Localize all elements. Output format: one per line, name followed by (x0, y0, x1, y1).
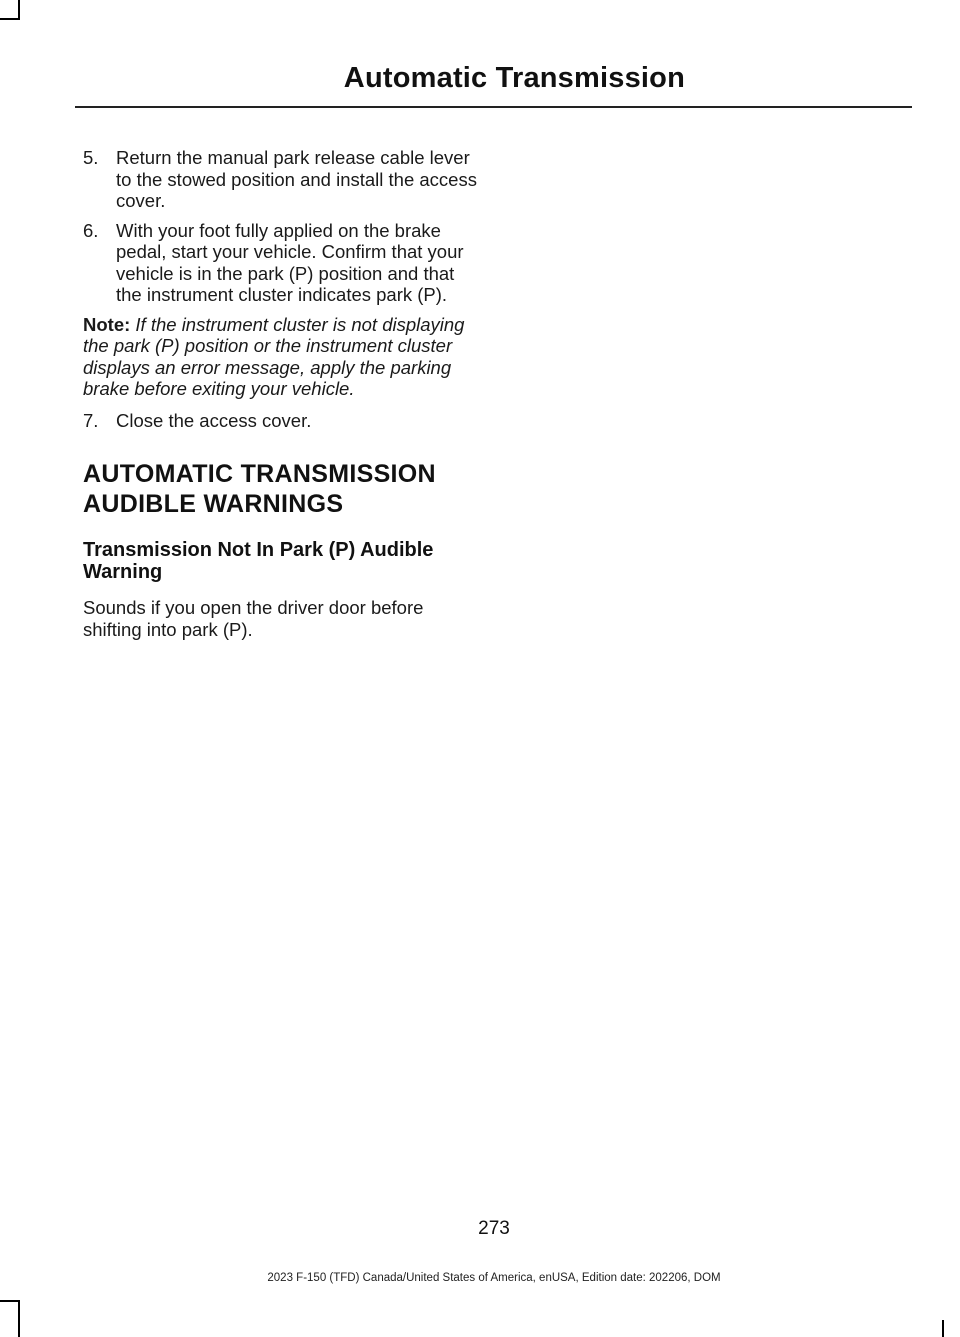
note-paragraph (83, 314, 478, 400)
page-title: Automatic Transmission (343, 62, 685, 94)
note-text: If the instrument cluster is not displaying the park (P) position or the instrument cluster displays an error message, apply the parking brake before exiting your vehicle. (83, 313, 465, 399)
step-number: 7. (83, 409, 99, 431)
body-paragraph: Sounds if you open the driver door before shifting into park (P). (83, 597, 424, 640)
section-heading-line-1: AUTOMATIC TRANSMISSION (83, 460, 436, 488)
step-number: 5. (83, 147, 99, 168)
crop-mark-top-left (18, 0, 20, 18)
step-number: 6. (83, 219, 99, 241)
crop-mark-bottom-right (942, 1320, 944, 1337)
list-item (83, 410, 478, 432)
main-content (83, 147, 478, 640)
header-divider (75, 106, 912, 108)
subsection-heading: Transmission Not In Park (P) Audible Warning (83, 539, 434, 583)
page-number: 273 (478, 1218, 510, 1239)
section-heading-line-2: AUDIBLE WARNINGS (83, 490, 344, 518)
crop-mark-bottom-left (18, 1300, 20, 1337)
step-text: With your foot fully applied on the brake pedal, start your vehicle. Confirm that your vehicle is in the park (P) position and that the instrument cluster indicates park (P). (116, 219, 464, 305)
crop-mark-top-left-h (0, 18, 20, 20)
edition-footer: 2023 F-150 (TFD) Canada/United States of America, enUSA, Edition date: 202206, DOM (267, 1272, 721, 1284)
list-item (83, 220, 478, 306)
step-text: Return the manual park release cable lever to the stowed position and install the access cover. (116, 147, 477, 211)
note-label: Note: (83, 313, 131, 335)
step-text: Close the access cover. (116, 409, 312, 431)
list-item (83, 147, 478, 212)
crop-mark-bottom-left-h (0, 1300, 20, 1302)
section-heading (83, 459, 478, 519)
